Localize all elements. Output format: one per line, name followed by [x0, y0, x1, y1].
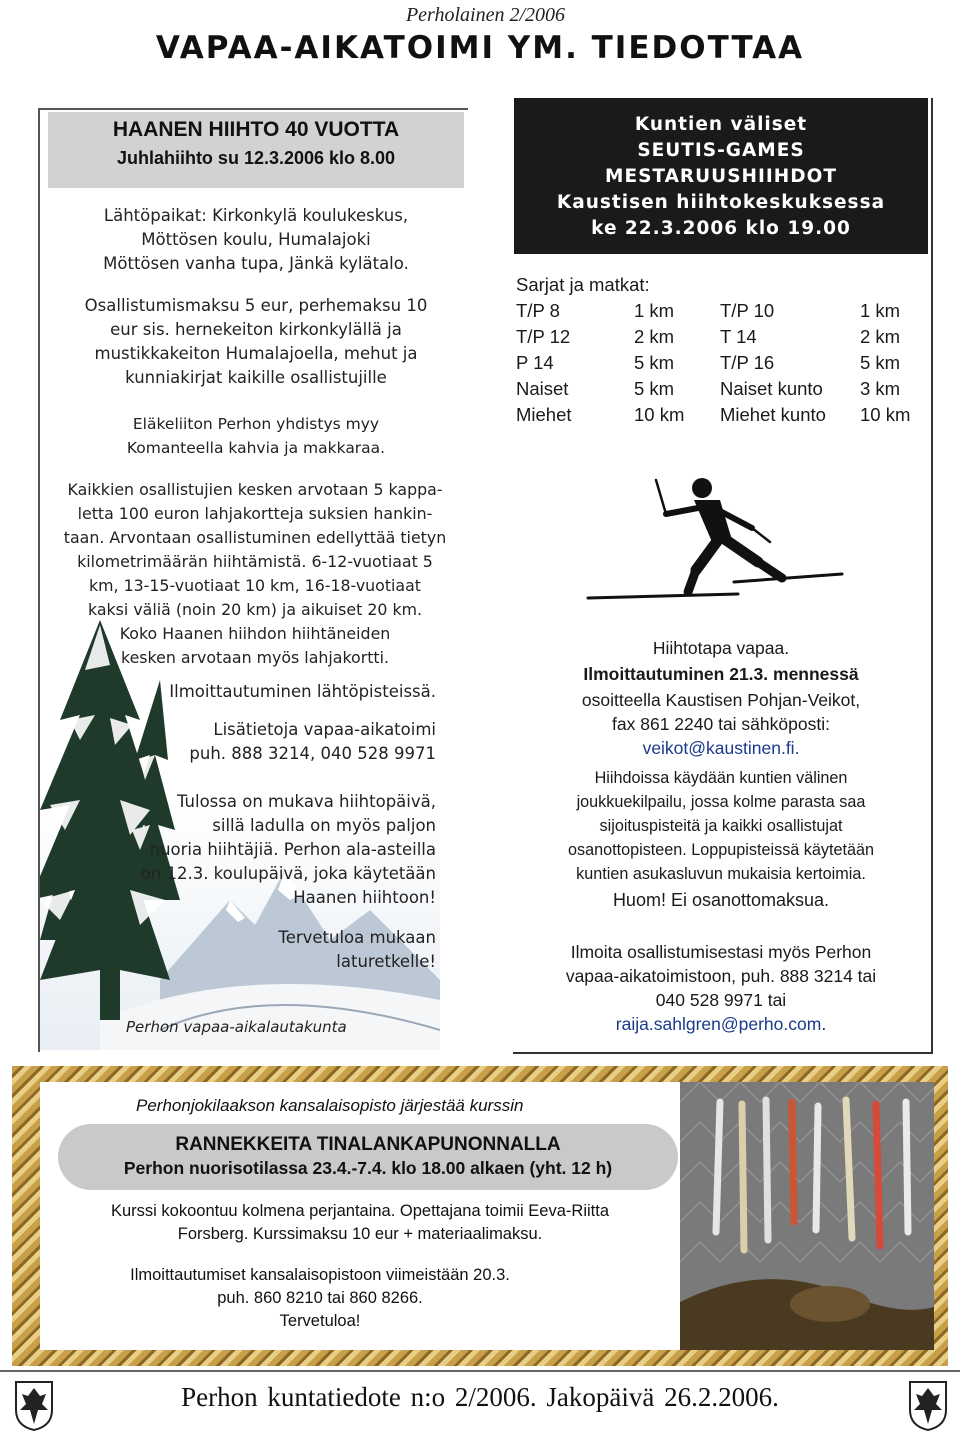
course-venue: Perhon nuorisotilassa 23.4.-7.4. klo 18.00 alkaen (yht. 12 h): [123, 1158, 613, 1178]
footer-divider: [0, 1370, 960, 1372]
lottery-line: kaksi väliä (noin 20 km) ja aikuiset 20 km.: [87, 600, 423, 619]
fun-line: nuoria hiihtäjiä. Perhon ala-asteilla: [149, 840, 436, 859]
fee-line: mustikkakeiton Humalajoella, mehut ja: [94, 344, 418, 363]
series-cell: P 14: [516, 352, 554, 373]
welcome-note: [200, 926, 436, 974]
pensioner-info: [48, 412, 464, 460]
signup-line: Ilmoittautumiset kansalaisopistoon viimeistään 20.3.: [130, 1266, 510, 1284]
series-cell: T/P 12: [516, 326, 571, 347]
start-places: [48, 204, 464, 276]
series-cell: Naiset kunto: [720, 378, 823, 399]
team-line: kuntien asukasluvun mukaisia kertoimia.: [576, 865, 866, 883]
ski-style: Hiihtotapa vapaa.: [652, 638, 790, 658]
seutis-line: Kaustisen hiihtokeskuksessa: [556, 192, 886, 213]
series-cell: Miehet kunto: [720, 404, 826, 425]
distance-cell: 5 km: [860, 352, 901, 373]
email-link-2[interactable]: raija.sahlgren@perho.com: [615, 1014, 822, 1034]
team-info: [514, 766, 928, 886]
fee-line: Osallistumismaksu 5 eur, perhemaksu 10: [84, 296, 428, 315]
address-info: [514, 688, 928, 760]
series-cell: T/P 8: [516, 300, 560, 321]
signup-line: Tervetuloa!: [279, 1312, 361, 1330]
fee-line: eur sis. hernekeiton kirkonkylällä ja: [110, 320, 402, 339]
info-line: Lisätietoja vapaa-aikatoimi: [213, 720, 436, 739]
lottery-line: kilometrimäärän hiihtämistä. 6-12-vuotiaat 5: [77, 552, 433, 571]
distance-cell: 10 km: [634, 404, 685, 425]
address-line: fax 861 2240 tai sähköposti:: [612, 714, 830, 734]
notify-line: Ilmoita osallistumisestasi myös Perhon: [570, 942, 872, 962]
course-details: [40, 1200, 680, 1246]
registration-note: Ilmoittautuminen lähtöpisteissä.: [169, 682, 436, 701]
series-cell: Naiset: [516, 378, 569, 399]
pensioner-line: Komanteella kahvia ja makkaraa.: [126, 439, 386, 457]
lottery-line: taan. Arvontaan osallistuminen edellyttää tietyn: [63, 528, 447, 547]
seutis-games-box: [514, 98, 928, 254]
email-link[interactable]: veikot@kaustinen.fi.: [642, 738, 800, 758]
table-row: [516, 402, 910, 428]
seutis-line: Kuntien väliset: [634, 114, 808, 135]
welcome-line: Tervetuloa mukaan: [278, 928, 436, 947]
team-line: joukkuekilpailu, jossa kolme parasta saa: [576, 793, 866, 811]
table-row: [516, 298, 910, 324]
no-fee-note: Huom! Ei osanottomaksua.: [612, 890, 830, 910]
right-panel-border: [931, 98, 933, 1054]
skier-icon: [584, 470, 846, 606]
series-cell: T/P 10: [720, 300, 775, 321]
welcome-line: laturetkelle!: [336, 952, 436, 971]
seutis-line: MESTARUUSHIIHDOT: [605, 166, 837, 187]
lottery-line: Koko Haanen hiihdon hiihtäneiden: [119, 624, 391, 643]
notify-line: vapaa-aikatoimistoon, puh. 888 3214 tai: [565, 966, 877, 986]
fun-info: [120, 790, 436, 910]
course-title: RANNEKKEITA TINALANKAPUNONNALLA: [175, 1134, 561, 1155]
info-line: puh. 888 3214, 040 528 9971: [189, 744, 436, 763]
details-line: Kurssi kokoontuu kolmena perjantaina. Opettajana toimii Eeva-Riitta: [110, 1202, 609, 1220]
table-row: [516, 324, 910, 350]
haanen-subtitle: Juhlahiihto su 12.3.2006 klo 8.00: [116, 148, 396, 168]
course-intro: Perhonjokilaakson kansalaisopisto järjestää kurssin: [136, 1096, 524, 1115]
seutis-line: SEUTIS-GAMES: [637, 140, 805, 161]
distance-cell: 1 km: [634, 300, 675, 321]
distance-cell: 1 km: [860, 300, 901, 321]
fun-line: Tulossa on mukava hiihtopäivä,: [176, 792, 436, 811]
start-line: Möttösen vanha tupa, Jänkä kylätalo.: [103, 254, 409, 273]
team-line: Hiihdoissa käydään kuntien välinen: [594, 769, 848, 787]
fun-line: Haanen hiihtoon!: [293, 888, 436, 907]
distance-cell: 5 km: [634, 352, 675, 373]
series-cell: T 14: [720, 326, 757, 347]
notify-info: [514, 940, 928, 1036]
crest-right-icon: [908, 1380, 948, 1432]
seutis-line: ke 22.3.2006 klo 19.00: [591, 218, 851, 239]
page-title: VAPAA-AIKATOIMI YM. TIEDOTTAA: [155, 30, 805, 66]
table-row: [516, 376, 910, 402]
registration-deadline: Ilmoittautuminen 21.3. mennessä: [583, 664, 859, 684]
fun-line: sillä ladulla on myös paljon: [212, 816, 436, 835]
haanen-title: HAANEN HIIHTO 40 VUOTTA: [112, 118, 400, 141]
notify-line: 040 528 9971 tai: [655, 990, 787, 1010]
footer-text: Perhon kuntatiedote n:o 2/2006. Jakopäivä 26.2.2006.: [181, 1382, 779, 1412]
fun-line: on 12.3. koulupäivä, joka käytetään: [140, 864, 436, 883]
distance-cell: 2 km: [634, 326, 675, 347]
fee-info: [48, 294, 464, 390]
lottery-line: letta 100 euron lahjakortteja suksien hankin-: [77, 504, 433, 523]
bracelets-photo: [680, 1082, 934, 1350]
lottery-line: Kaikkien osallistujien kesken arvotaan 5 kappa-: [67, 480, 443, 499]
bracelets-illustration: [680, 1082, 934, 1350]
team-line: sijoituspisteitä ja kaikki osallistujat: [599, 817, 843, 835]
address-line: osoitteella Kaustisen Pohjan-Veikot,: [581, 690, 861, 710]
series-cell: T/P 16: [720, 352, 775, 373]
team-line: osanottopisteen. Loppupisteissä käytetään: [568, 841, 874, 859]
signup-line: puh. 860 8210 tai 860 8266.: [217, 1289, 423, 1307]
distance-cell: 2 km: [860, 326, 901, 347]
start-line: Möttösen koulu, Humalajoki: [141, 230, 371, 249]
pensioner-line: Eläkeliiton Perhon yhdistys myy: [132, 415, 380, 433]
series-heading: Sarjat ja matkat:: [516, 274, 650, 295]
more-info: [160, 718, 436, 766]
course-signup: [40, 1264, 600, 1333]
series-cell: Miehet: [516, 404, 572, 425]
lottery-info: [30, 478, 480, 670]
series-table: [516, 298, 910, 428]
lottery-line: km, 13-15-vuotiaat 10 km, 16-18-vuotiaat: [89, 576, 421, 595]
distance-cell: 3 km: [860, 378, 901, 399]
distance-cell: 10 km: [860, 404, 911, 425]
start-line: Lähtöpaikat: Kirkonkylä koulukeskus,: [103, 206, 409, 225]
table-row: [516, 350, 910, 376]
details-line: Forsberg. Kurssimaksu 10 eur + materiaalimaksu.: [177, 1225, 543, 1243]
right-panel-border-bottom: [513, 1052, 933, 1054]
fee-line: kunniakirjat kaikille osallistujille: [125, 368, 387, 387]
publication-label: Perholainen 2/2006: [405, 4, 565, 26]
signature: Perhon vapaa-aikalautakunta: [126, 1018, 347, 1036]
distance-cell: 5 km: [634, 378, 675, 399]
lottery-line: kesken arvotaan myös lahjakortti.: [121, 648, 389, 667]
email-suffix: .: [821, 1014, 827, 1034]
